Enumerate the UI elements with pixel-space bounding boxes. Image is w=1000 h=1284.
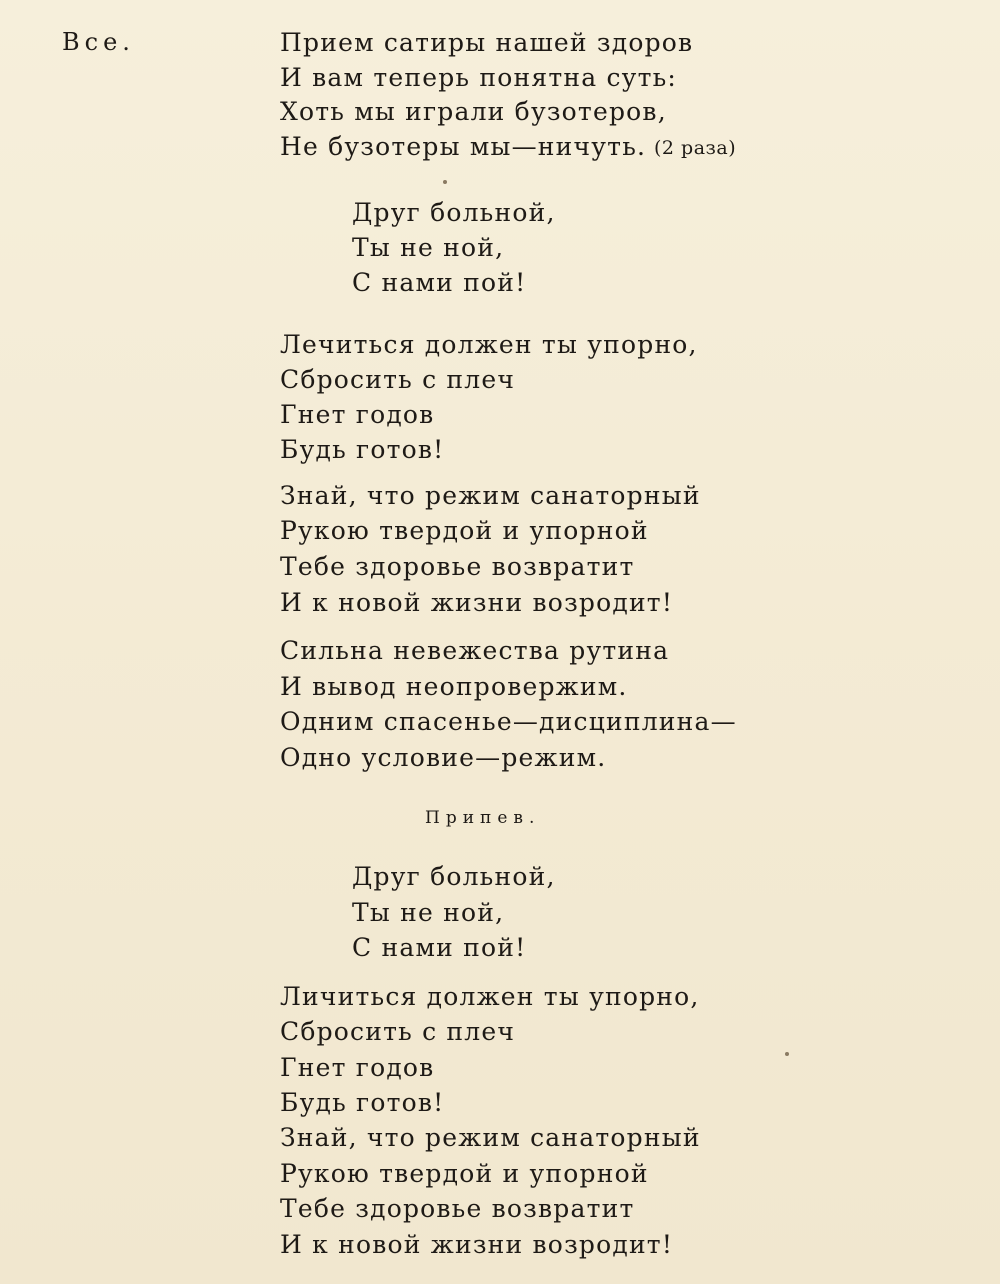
stanza3-line: И к новой жизни возродит! bbox=[280, 588, 674, 617]
stanza3-line: Знай, что режим санаторный bbox=[280, 481, 701, 510]
refrain-heading: Припев. bbox=[425, 808, 541, 828]
stanza4-line: Сильна невежества рутина bbox=[280, 636, 670, 665]
paper-speck bbox=[785, 1052, 789, 1056]
stanza4-line: И вывод неопровержим. bbox=[280, 672, 628, 701]
stanza5-line: Личиться должен ты упорно, bbox=[280, 982, 700, 1011]
stanza4-line: Одним спасенье—дисциплина— bbox=[280, 707, 737, 736]
chorus-line: Друг больной, bbox=[352, 862, 556, 891]
stanza1-line: Не бузотеры мы—ничуть. bbox=[280, 132, 647, 161]
stanza1-line: И вам теперь понятна суть: bbox=[280, 63, 678, 92]
stanza5-line: Будь готов! bbox=[280, 1088, 445, 1117]
paper-speck bbox=[443, 180, 447, 184]
stanza5-line: И к новой жизни возродит! bbox=[280, 1230, 674, 1259]
speaker-label: Все. bbox=[62, 28, 135, 56]
stanza5-line: Рукою твердой и упорной bbox=[280, 1159, 649, 1188]
stanza3-line: Тебе здоровье возвратит bbox=[280, 552, 635, 581]
chorus-line: Ты не ной, bbox=[352, 898, 505, 927]
stanza5-line: Гнет годов bbox=[280, 1053, 435, 1082]
stanza1-line: Прием сатиры нашей здоров bbox=[280, 28, 694, 57]
chorus-line: С нами пой! bbox=[352, 268, 527, 297]
stanza5-line: Знай, что режим санаторный bbox=[280, 1123, 701, 1152]
stanza3-line: Рукою твердой и упорной bbox=[280, 516, 649, 545]
repeat-note: (2 раза) bbox=[654, 137, 737, 159]
stanza2-line: Лечиться должен ты упорно, bbox=[280, 330, 698, 359]
stanza4-line: Одно условие—режим. bbox=[280, 743, 607, 772]
stanza2-line: Будь готов! bbox=[280, 435, 445, 464]
chorus-line: Друг больной, bbox=[352, 198, 556, 227]
stanza2-line: Гнет годов bbox=[280, 400, 435, 429]
chorus-line: С нами пой! bbox=[352, 933, 527, 962]
stanza1-line: Хоть мы играли бузотеров, bbox=[280, 97, 667, 126]
stanza5-line: Сбросить с плеч bbox=[280, 1017, 516, 1046]
stanza5-line: Тебе здоровье возвратит bbox=[280, 1194, 635, 1223]
stanza2-line: Сбросить с плеч bbox=[280, 365, 516, 394]
chorus-line: Ты не ной, bbox=[352, 233, 505, 262]
